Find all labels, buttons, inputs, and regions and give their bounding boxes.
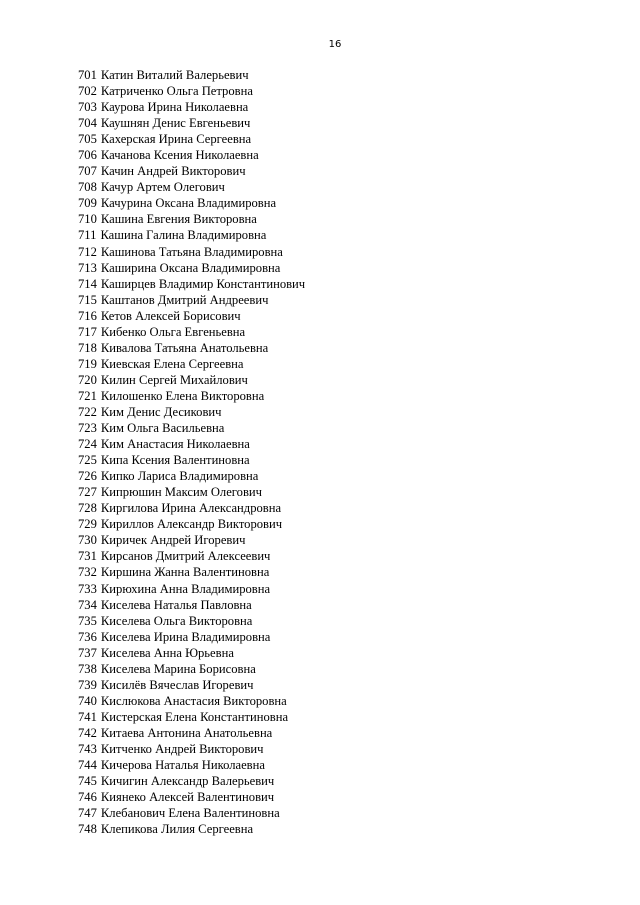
entry-number: 715 [78, 292, 97, 307]
entry-name: Китченко Андрей Викторович [100, 741, 264, 756]
list-item [78, 500, 305, 516]
entry-number: 707 [78, 164, 97, 179]
entry-number: 705 [78, 132, 97, 147]
entry-number: 725 [78, 453, 97, 468]
entry-name: Каушнян Денис Евгеньевич [100, 116, 251, 131]
entry-number: 716 [78, 308, 97, 323]
entry-name: Кашинова Татьяна Владимировна [100, 244, 283, 259]
entry-number: 704 [78, 116, 97, 131]
entry-name: Киргилова Ирина Александровна [100, 501, 282, 516]
entry-name: Кетов Алексей Борисович [100, 308, 241, 323]
list-item [78, 324, 305, 340]
entry-number: 746 [78, 790, 97, 805]
entry-number: 739 [78, 677, 97, 692]
entry-name: Катриченко Ольга Петровна [100, 84, 253, 99]
list-item [78, 99, 305, 115]
list-item [78, 645, 305, 661]
entry-number: 711 [78, 228, 97, 243]
list-item [78, 677, 305, 693]
entry-number: 744 [78, 758, 97, 773]
entry-number: 728 [78, 501, 97, 516]
entry-name: Ким Ольга Васильевна [100, 421, 225, 436]
entry-name: Каширцев Владимир Константинович [100, 276, 306, 291]
name-list [78, 67, 305, 837]
list-item [78, 388, 305, 404]
entry-number: 740 [78, 693, 97, 708]
entry-name: Кивалова Татьяна Анатольевна [100, 340, 269, 355]
entry-name: Киселева Анна Юрьевна [100, 645, 234, 660]
list-item [78, 597, 305, 613]
entry-name: Кашина Галина Владимировна [100, 228, 267, 243]
entry-number: 708 [78, 180, 97, 195]
list-item [78, 147, 305, 163]
entry-name: Кистерская Елена Константиновна [100, 709, 289, 724]
entry-number: 713 [78, 260, 97, 275]
entry-number: 719 [78, 356, 97, 371]
list-item [78, 131, 305, 147]
list-item [78, 532, 305, 548]
entry-number: 712 [78, 244, 97, 259]
list-item [78, 564, 305, 580]
list-item [78, 516, 305, 532]
entry-number: 730 [78, 533, 97, 548]
entry-number: 701 [78, 68, 97, 82]
list-item [78, 773, 305, 789]
list-item [78, 757, 305, 773]
entry-number: 709 [78, 196, 97, 211]
entry-name: Каширина Оксана Владимировна [100, 260, 281, 275]
entry-name: Качур Артем Олегович [100, 180, 225, 195]
entry-name: Клепикова Лилия Сергеевна [100, 822, 254, 837]
entry-number: 702 [78, 84, 97, 99]
entry-number: 734 [78, 597, 97, 612]
entry-name: Кашина Евгения Викторовна [100, 212, 257, 227]
entry-name: Кичигин Александр Валерьевич [100, 774, 275, 789]
list-item [78, 452, 305, 468]
list-item [78, 276, 305, 292]
entry-number: 735 [78, 613, 97, 628]
entry-name: Киселева Наталья Павловна [100, 597, 252, 612]
list-item [78, 484, 305, 500]
entry-name: Каштанов Дмитрий Андреевич [100, 292, 269, 307]
list-item [78, 548, 305, 564]
entry-name: Киселева Ирина Владимировна [100, 629, 271, 644]
list-item [78, 805, 305, 821]
entry-name: Киричек Андрей Игоревич [100, 533, 246, 548]
entry-number: 718 [78, 340, 97, 355]
entry-name: Качурина Оксана Владимировна [100, 196, 277, 211]
entry-number: 737 [78, 645, 97, 660]
entry-name: Киянеко Алексей Валентинович [100, 790, 275, 805]
list-item [78, 725, 305, 741]
entry-name: Киршина Жанна Валентиновна [100, 565, 270, 580]
entry-number: 720 [78, 372, 97, 387]
list-item [78, 340, 305, 356]
entry-name: Кирюхина Анна Владимировна [100, 581, 271, 596]
list-item [78, 244, 305, 260]
entry-number: 736 [78, 629, 97, 644]
entry-name: Кириллов Александр Викторович [100, 517, 283, 532]
entry-number: 732 [78, 565, 97, 580]
list-item [78, 821, 305, 837]
list-item [78, 420, 305, 436]
entry-number: 745 [78, 774, 97, 789]
list-item [78, 308, 305, 324]
entry-name: Ким Анастасия Николаевна [100, 437, 250, 452]
list-item [78, 629, 305, 645]
entry-number: 738 [78, 661, 97, 676]
list-item [78, 195, 305, 211]
page-number: 16 [328, 39, 342, 50]
list-item [78, 227, 305, 243]
entry-number: 727 [78, 485, 97, 500]
entry-name: Кичерова Наталья Николаевна [100, 758, 265, 773]
list-item [78, 211, 305, 227]
list-item [78, 613, 305, 629]
entry-number: 731 [78, 549, 97, 564]
list-item [78, 789, 305, 805]
entry-name: Кипко Лариса Владимировна [100, 469, 259, 484]
list-item [78, 693, 305, 709]
entry-name: Ким Денис Десикович [100, 404, 222, 419]
entry-name: Кипа Ксения Валентиновна [100, 453, 250, 468]
list-item [78, 468, 305, 484]
entry-name: Кипрюшин Максим Олегович [100, 485, 262, 500]
entry-name: Кислюкова Анастасия Викторовна [100, 693, 287, 708]
list-item [78, 179, 305, 195]
entry-name: Кибенко Ольга Евгеньевна [100, 324, 246, 339]
entry-name: Кирсанов Дмитрий Алексеевич [100, 549, 271, 564]
entry-number: 703 [78, 100, 97, 115]
entry-number: 722 [78, 404, 97, 419]
entry-number: 717 [78, 324, 97, 339]
entry-number: 741 [78, 709, 97, 724]
entry-name: Киевская Елена Сергеевна [100, 356, 244, 371]
entry-name: Каурова Ирина Николаевна [100, 100, 249, 115]
list-item [78, 292, 305, 308]
list-item [78, 581, 305, 597]
list-item [78, 404, 305, 420]
entry-number: 742 [78, 725, 97, 740]
entry-number: 743 [78, 741, 97, 756]
entry-name: Катин Виталий Валерьевич [100, 68, 249, 82]
entry-name: Кисилёв Вячеслав Игоревич [100, 677, 254, 692]
entry-number: 733 [78, 581, 97, 596]
list-item [78, 67, 305, 83]
entry-name: Киселева Марина Борисовна [100, 661, 256, 676]
list-item [78, 709, 305, 725]
list-item [78, 372, 305, 388]
list-item [78, 83, 305, 99]
entry-number: 710 [78, 212, 97, 227]
entry-name: Клебанович Елена Валентиновна [100, 806, 280, 821]
entry-name: Килин Сергей Михайлович [100, 372, 248, 387]
entry-name: Киселева Ольга Викторовна [100, 613, 253, 628]
entry-number: 747 [78, 806, 97, 821]
list-item [78, 163, 305, 179]
entry-number: 721 [78, 388, 97, 403]
list-item [78, 356, 305, 372]
entry-name: Килошенко Елена Викторовна [100, 388, 265, 403]
entry-number: 724 [78, 437, 97, 452]
entry-number: 729 [78, 517, 97, 532]
list-item [78, 436, 305, 452]
entry-name: Качин Андрей Викторович [100, 164, 246, 179]
entry-number: 748 [78, 822, 97, 837]
list-item [78, 661, 305, 677]
entry-name: Кахерская Ирина Сергеевна [100, 132, 252, 147]
entry-number: 723 [78, 421, 97, 436]
list-item [78, 741, 305, 757]
list-item [78, 115, 305, 131]
list-item [78, 260, 305, 276]
entry-number: 714 [78, 276, 97, 291]
entry-number: 726 [78, 469, 97, 484]
entry-name: Качанова Ксения Николаевна [100, 148, 259, 163]
entry-name: Китаева Антонина Анатольевна [100, 725, 273, 740]
entry-number: 706 [78, 148, 97, 163]
